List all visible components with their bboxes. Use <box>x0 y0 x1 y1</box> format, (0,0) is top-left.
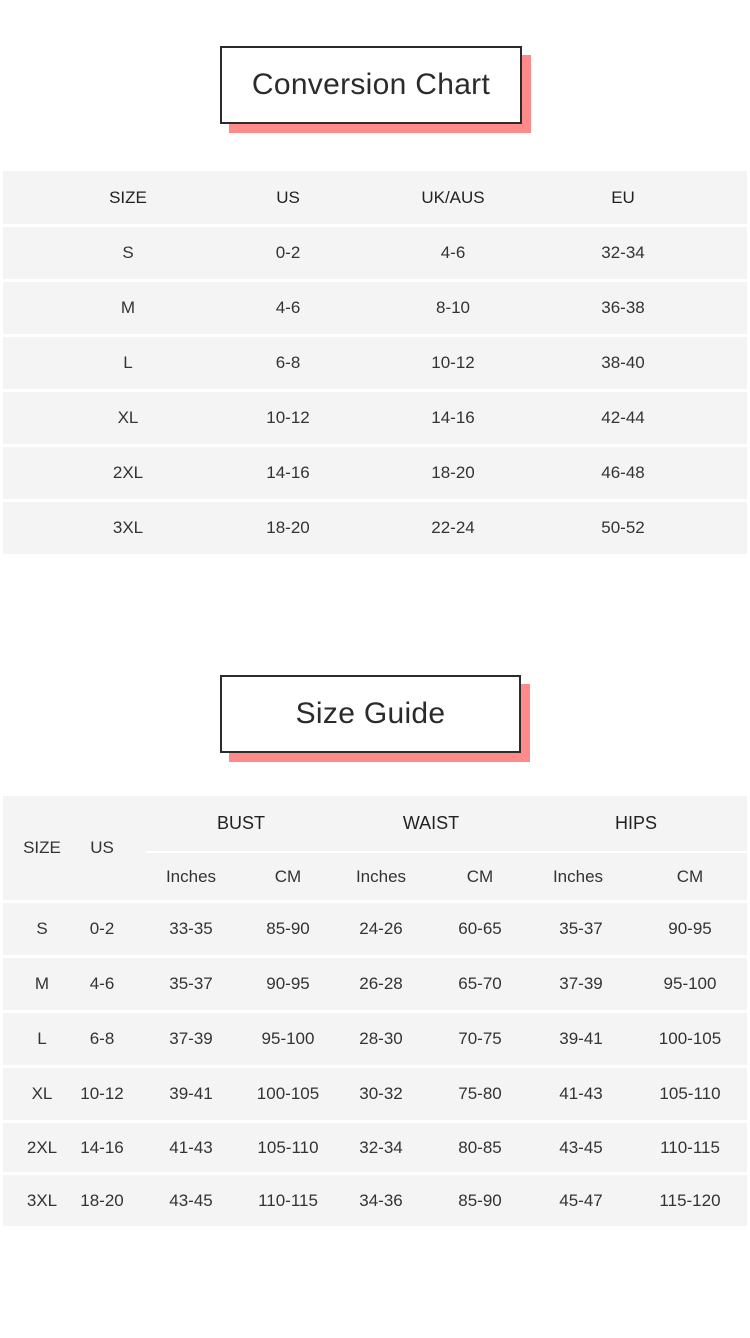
table-row <box>3 337 747 389</box>
table-cell: 32-34 <box>601 243 645 262</box>
table-cell: 0-2 <box>89 919 115 938</box>
header-eu: EU <box>611 187 635 207</box>
table-cell: M <box>34 974 50 993</box>
table-cell: 3XL <box>112 518 144 537</box>
table-cell: 95-100 <box>663 974 717 993</box>
table-cell: XL <box>31 1084 53 1103</box>
table-cell: 50-52 <box>601 518 645 537</box>
table-cell: 18-20 <box>266 518 310 537</box>
subheader-hips-inches: Inches <box>552 866 604 886</box>
table-cell: S <box>36 919 48 938</box>
size-guide-header <box>3 796 747 900</box>
table-cell: 8-10 <box>435 298 471 317</box>
size-guide-title: Size Guide <box>220 675 521 753</box>
table-cell: 38-40 <box>601 353 645 372</box>
table-cell: 6-8 <box>89 1029 115 1048</box>
table-cell: 24-26 <box>359 919 403 938</box>
table-cell: L <box>123 353 133 372</box>
table-cell: 41-43 <box>169 1137 213 1157</box>
table-cell: 39-41 <box>169 1084 213 1103</box>
table-cell: 22-24 <box>431 518 475 537</box>
subheader-hips-cm: CM <box>676 866 704 886</box>
table-cell: 6-8 <box>275 353 301 372</box>
table-cell: 35-37 <box>169 974 213 993</box>
table-cell: M <box>120 298 136 317</box>
subheader-bust-inches: Inches <box>165 866 217 886</box>
table-cell: 90-95 <box>266 974 310 993</box>
conversion-header-row <box>3 171 747 224</box>
table-cell: 14-16 <box>80 1137 124 1157</box>
table-cell: 34-36 <box>359 1190 403 1210</box>
table-cell: 105-110 <box>257 1137 319 1157</box>
table-cell: XL <box>117 408 139 427</box>
table-row <box>3 1175 747 1226</box>
table-cell: 85-90 <box>266 919 310 938</box>
table-cell: 2XL <box>112 463 144 482</box>
header-hips: HIPS <box>614 813 657 833</box>
subheader-bust-cm: CM <box>274 866 302 886</box>
table-row <box>3 1013 747 1065</box>
table-cell: 28-30 <box>359 1029 403 1048</box>
table-cell: 36-38 <box>601 298 645 317</box>
header-uk-aus: UK/AUS <box>421 187 485 207</box>
table-cell: S <box>122 243 134 262</box>
table-cell: 60-65 <box>458 919 502 938</box>
table-row <box>3 392 747 444</box>
header-size: SIZE <box>109 187 147 207</box>
table-cell: 4-6 <box>275 298 301 317</box>
table-cell: 3XL <box>26 1190 58 1210</box>
table-cell: 33-35 <box>169 919 213 938</box>
table-cell: 18-20 <box>80 1190 124 1210</box>
table-cell: 32-34 <box>359 1137 403 1157</box>
table-cell: 43-45 <box>169 1190 213 1210</box>
header-size: SIZE <box>23 838 61 857</box>
table-cell: 42-44 <box>601 408 645 427</box>
table-cell: 39-41 <box>559 1029 603 1048</box>
table-cell: 10-12 <box>431 353 475 372</box>
table-cell: 110-115 <box>660 1137 720 1157</box>
table-cell: 4-6 <box>89 974 115 993</box>
table-cell: 14-16 <box>431 408 475 427</box>
table-cell: 2XL <box>26 1137 58 1157</box>
table-cell: 95-100 <box>261 1029 315 1048</box>
table-cell: 65-70 <box>458 974 502 993</box>
table-row <box>3 447 747 499</box>
table-cell: 26-28 <box>359 974 403 993</box>
table-cell: 37-39 <box>169 1029 213 1048</box>
table-cell: 4-6 <box>440 243 466 262</box>
table-cell: 0-2 <box>275 243 301 262</box>
table-cell: L <box>37 1029 47 1048</box>
size-guide-title-block <box>220 675 521 753</box>
table-cell: 90-95 <box>668 919 712 938</box>
table-cell: 110-115 <box>258 1190 318 1210</box>
table-row <box>3 1068 747 1120</box>
table-cell: 46-48 <box>601 463 645 482</box>
table-cell: 115-120 <box>659 1190 721 1210</box>
header-us: US <box>90 838 114 857</box>
header-bust: BUST <box>216 813 265 833</box>
table-row <box>3 282 747 334</box>
header-us: US <box>276 187 300 207</box>
table-cell: 18-20 <box>431 463 475 482</box>
table-row <box>3 227 747 279</box>
conversion-title-block <box>220 46 522 124</box>
table-cell: 30-32 <box>359 1084 403 1103</box>
table-row <box>3 903 747 955</box>
subheader-waist-cm: CM <box>466 866 494 886</box>
table-cell: 10-12 <box>80 1084 124 1103</box>
table-cell: 43-45 <box>559 1137 603 1157</box>
table-cell: 105-110 <box>659 1084 721 1103</box>
table-row <box>3 502 747 554</box>
conversion-chart-title: Conversion Chart <box>220 46 522 124</box>
table-row <box>3 958 747 1010</box>
table-cell: 37-39 <box>559 974 603 993</box>
table-cell: 75-80 <box>458 1084 502 1103</box>
table-cell: 35-37 <box>559 919 603 938</box>
table-cell: 14-16 <box>266 463 310 482</box>
table-row <box>3 1123 747 1172</box>
header-waist: WAIST <box>402 813 460 833</box>
table-cell: 85-90 <box>458 1190 502 1210</box>
table-cell: 100-105 <box>658 1029 722 1048</box>
subheader-waist-inches: Inches <box>355 866 407 886</box>
table-cell: 80-85 <box>458 1137 502 1157</box>
table-cell: 41-43 <box>559 1084 603 1103</box>
table-cell: 70-75 <box>458 1029 502 1048</box>
table-cell: 45-47 <box>559 1190 603 1210</box>
table-cell: 10-12 <box>266 408 310 427</box>
table-cell: 100-105 <box>256 1084 320 1103</box>
